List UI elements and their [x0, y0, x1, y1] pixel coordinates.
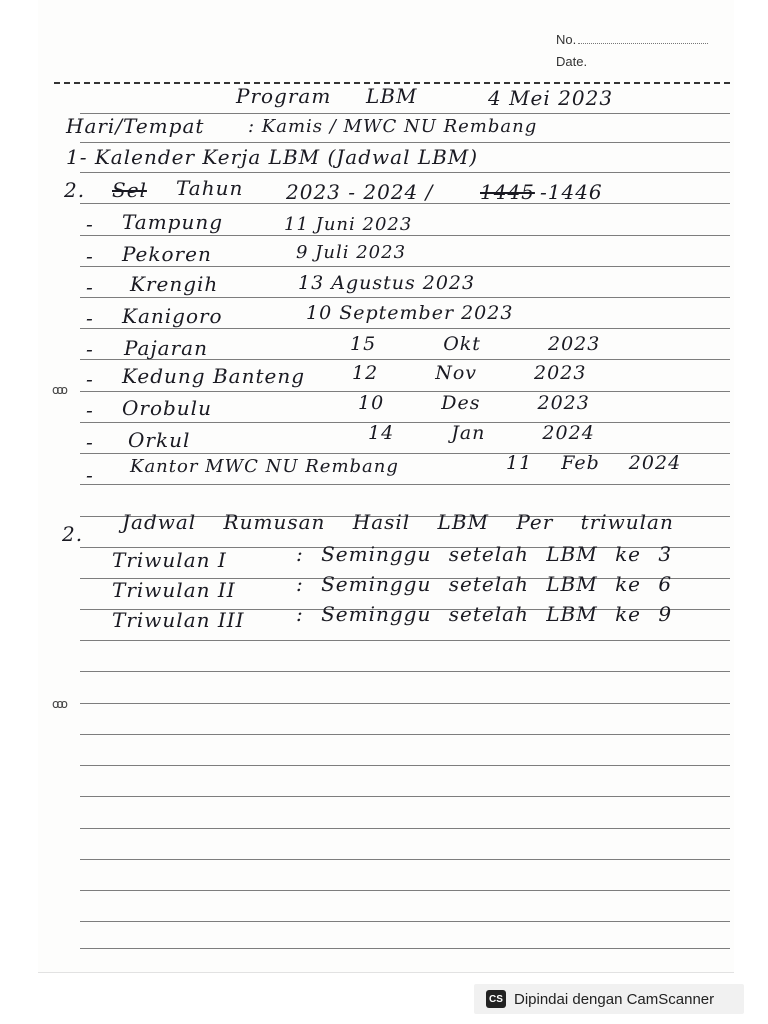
no-dotted-line: [578, 33, 708, 44]
schedule-place: Pekoren: [122, 242, 212, 266]
venue-label: Hari/Tempat: [66, 114, 205, 138]
schedule-date: 10 Des 2023: [358, 392, 590, 414]
ruled-line: [80, 703, 730, 704]
schedule-bullet: -: [86, 463, 94, 487]
ruled-line: [80, 828, 730, 829]
schedule-date: 12 Nov 2023: [352, 362, 587, 384]
camscanner-label: Dipindai dengan CamScanner: [514, 990, 715, 1008]
schedule-place: Orkul: [128, 428, 191, 452]
quarter-value: : Seminggu setelah LBM ke 6: [296, 572, 673, 596]
camscanner-watermark: [474, 984, 744, 1014]
year-label: Tahun: [176, 176, 244, 200]
venue-value: : Kamis / MWC NU Rembang: [248, 116, 538, 137]
binder-ring-icon: ooo: [52, 697, 66, 711]
hijri-struck: 1445: [480, 180, 535, 204]
year-number: 2.: [64, 178, 86, 202]
ruled-line: [80, 921, 730, 922]
date-label: Date.: [556, 54, 588, 69]
ruled-line: [80, 671, 730, 672]
ruled-line: [80, 235, 730, 236]
schedule-place: Krengih: [130, 272, 219, 296]
schedule-bullet: -: [86, 244, 94, 268]
title-date: 4 Mei 2023: [488, 86, 614, 110]
item2-heading: Jadwal Rumusan Hasil LBM Per triwulan: [122, 510, 674, 534]
hijri-value: -1446: [540, 180, 603, 204]
ruled-line: [80, 640, 730, 641]
year-value: 2023 - 2024 /: [286, 180, 434, 204]
camscanner-logo-icon: CS: [486, 990, 506, 1008]
schedule-bullet: -: [86, 275, 94, 299]
ruled-line: [80, 948, 730, 949]
quarter-label: Triwulan II: [112, 578, 236, 602]
schedule-place: Orobulu: [122, 396, 212, 420]
ruled-line: [80, 484, 730, 485]
schedule-date: 11 Feb 2024: [506, 452, 682, 474]
year-struck-word: Sel: [112, 178, 147, 202]
schedule-bullet: -: [86, 430, 94, 454]
schedule-bullet: -: [86, 337, 94, 361]
ruled-line: [80, 796, 730, 797]
quarter-value: : Seminggu setelah LBM ke 9: [296, 602, 673, 626]
schedule-bullet: -: [86, 306, 94, 330]
ruled-line: [80, 890, 730, 891]
ruled-line: [80, 765, 730, 766]
schedule-place: Tampung: [122, 210, 224, 234]
title-program: Program: [236, 84, 332, 108]
schedule-bullet: -: [86, 367, 94, 391]
schedule-bullet: -: [86, 212, 94, 236]
ruled-line: [80, 734, 730, 735]
item1-heading: 1- Kalender Kerja LBM (Jadwal LBM): [66, 145, 479, 169]
quarter-value: : Seminggu setelah LBM ke 3: [296, 542, 673, 566]
title-lbm: LBM: [366, 84, 418, 108]
ruled-line: [80, 328, 730, 329]
schedule-date: 14 Jan 2024: [368, 422, 595, 444]
schedule-place: Pajaran: [124, 336, 208, 360]
ruled-line: [80, 859, 730, 860]
quarter-label: Triwulan I: [112, 548, 227, 572]
ruled-line: [80, 266, 730, 267]
schedule-date: 10 September 2023: [306, 302, 514, 324]
schedule-place: Kanigoro: [122, 304, 223, 328]
no-field: [556, 32, 708, 47]
schedule-place: Kedung Banteng: [122, 364, 306, 388]
schedule-date: 9 Juli 2023: [296, 242, 407, 263]
no-label: No.: [556, 32, 577, 47]
binder-ring-icon: ooo: [52, 383, 66, 397]
schedule-place: Kantor MWC NU Rembang: [130, 456, 399, 477]
date-field: [556, 54, 587, 69]
schedule-date: 15 Okt 2023: [350, 333, 601, 355]
ruled-line: [80, 142, 730, 143]
schedule-date: 13 Agustus 2023: [298, 272, 476, 294]
ruled-line: [80, 297, 730, 298]
item2-number: 2.: [62, 522, 84, 546]
ruled-line: [80, 172, 730, 173]
quarter-label: Triwulan III: [112, 608, 245, 632]
schedule-bullet: -: [86, 398, 94, 422]
schedule-date: 11 Juni 2023: [284, 214, 413, 235]
